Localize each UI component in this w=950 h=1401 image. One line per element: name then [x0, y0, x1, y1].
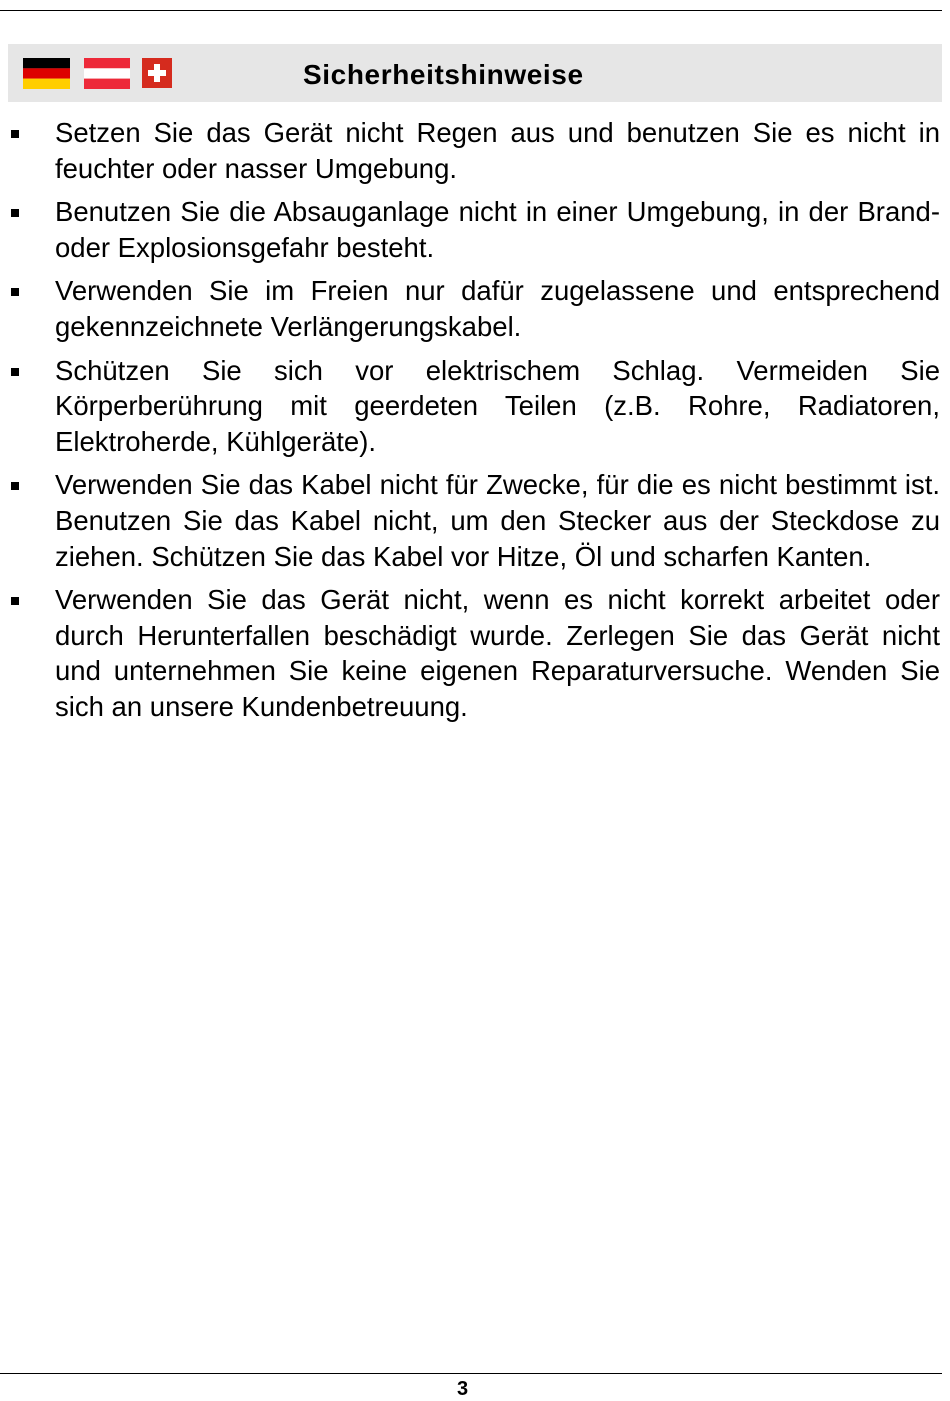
bullet-square-icon	[11, 482, 19, 490]
safety-list	[0, 115, 950, 733]
bullet-square-icon	[11, 288, 19, 296]
list-item-text: Verwenden Sie das Kabel nicht für Zwecke, für die es nicht bestimmt ist. Benutzen Sie das Kabel nicht, um den Stecker aus der Steckdose zu ziehen. Schützen Sie das Kabel vor Hitze, Öl und scharfen Kanten.	[55, 469, 940, 572]
flag-austria-icon	[84, 58, 130, 89]
list-item	[0, 467, 950, 574]
bottom-rule	[0, 1373, 942, 1374]
list-item	[0, 115, 950, 186]
list-item-text: Verwenden Sie das Gerät nicht, wenn es nicht korrekt arbeitet oder durch Herunterfallen beschädigt wurde. Zerlegen Sie das Gerät nicht und unternehmen Sie keine eigenen Reparaturversuche. Wenden Sie sich an unsere Kundenbetreuung.	[55, 584, 940, 722]
section-header	[8, 44, 942, 102]
flag-switzerland-icon	[142, 58, 172, 88]
bullet-square-icon	[11, 209, 19, 217]
bullet-square-icon	[11, 597, 19, 605]
page-number: 3	[456, 1378, 469, 1400]
list-item-text: Setzen Sie das Gerät nicht Regen aus und benutzen Sie es nicht in feuchter oder nasser Umgebung.	[55, 117, 940, 184]
list-item	[0, 353, 950, 460]
section-title: Sicherheitshinweise	[303, 59, 584, 90]
bullet-square-icon	[11, 130, 19, 138]
list-item-text: Benutzen Sie die Absauganlage nicht in einer Umgebung, in der Brand- oder Explosionsgefahr besteht.	[55, 196, 940, 263]
list-item	[0, 582, 950, 724]
language-flags	[23, 58, 172, 89]
list-item-text: Verwenden Sie im Freien nur dafür zugelassene und entsprechend gekennzeichnete Verlängerungskabel.	[55, 275, 940, 342]
list-item	[0, 273, 950, 344]
list-item	[0, 194, 950, 265]
list-item-text: Schützen Sie sich vor elektrischem Schlag. Vermeiden Sie Körperberührung mit geerdeten Teilen (z.B. Rohre, Radiatoren, Elektroherde, Kühlgeräte).	[55, 354, 940, 457]
bullet-square-icon	[11, 368, 19, 376]
top-rule	[0, 10, 942, 11]
flag-germany-icon	[23, 58, 70, 89]
